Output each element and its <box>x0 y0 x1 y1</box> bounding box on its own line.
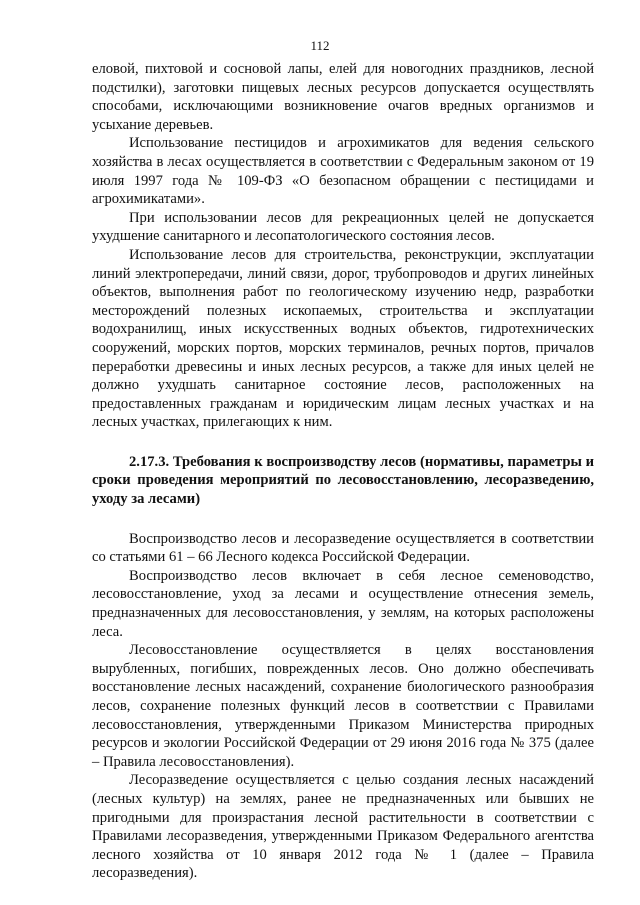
paragraph-construction: Использование лесов для строительства, реконструкции, эксплуатации линий электропередачи, линий связи, дорог, трубопроводов и других линейных объектов, выполнения работ по геологическому изучению недр, разработки месторождений полезных ископаемых, строительства и эксплуатации водохранилищ, иных искусственных водных объектов, гидротехнических сооружений, морских портов, морских терминалов, речных портов, причалов переработки древесины и иных лесных ресурсов, а также для иных целей не должно ухудшать санитарное состояние лесов, расположенных на предоставленных гражданам и юридическим лицам лесных участках и на лесных участках, прилегающих к ним. <box>92 246 594 431</box>
section-heading: 2.17.3. Требования к воспроизводству лесов (нормативы, параметры и сроки проведения мероприятий по лесовосстановлению, лесоразведению, уходу за лесами) <box>92 453 594 508</box>
document-body <box>92 60 594 883</box>
paragraph-afforestation: Лесоразведение осуществляется с целью создания лесных насаждений (лесных культур) на землях, ранее не предназначенных или бывших не пригодными для произрастания лесной растительности в соответствии с Правилами лесоразведения, утвержденными Приказом Федерального агентства лесного хозяйства от 10 января 2012 года № 1 (далее – Правила лесоразведения). <box>92 772 594 882</box>
paragraph-reproduction: Воспроизводство лесов и лесоразведение осуществляется в соответствии со статьями 61 – 66 Лесного кодекса Российской Федерации. <box>92 530 594 566</box>
paragraph-pesticides: Использование пестицидов и агрохимикатов для ведения сельского хозяйства в лесах осуществляется в соответствии с Федеральным законом от 19 июля 1997 года № 109-ФЗ «О безопасном обращении с пестицидами и агрохимикатами». <box>92 135 594 208</box>
paragraph-reforestation: Лесовосстановление осуществляется в целях восстановления вырубленных, погибших, поврежденных лесов. Оно должно обеспечивать восстановление лесных насаждений, сохранение биологического разнообразия лесов, сохранение полезных функций лесов в соответствии с Правилами лесовосстановления, утвержденными Приказом Министерства природных ресурсов и экологии Российской Федерации от 29 июня 2016 года № 375 (далее – Правила лесовосстановления). <box>92 642 594 770</box>
paragraph-recreation: При использовании лесов для рекреационных целей не допускается ухудшение санитарного и лесопатологического состояния лесов. <box>92 209 594 245</box>
paragraph-continuation: еловой, пихтовой и сосновой лапы, елей для новогодних праздников, лесной подстилки), заготовки пищевых лесных ресурсов допускается осуществлять способами, исключающими возникновение очагов вредных организмов и усыхание деревьев. <box>92 61 594 133</box>
paragraph-reproduction-includes: Воспроизводство лесов включает в себя лесное семеноводство, лесовосстановление, уход за лесами и осуществление отнесения земель, предназначенных для лесовосстановления, у землям, на которых расположены леса. <box>92 567 594 640</box>
page-number: 112 <box>310 38 330 53</box>
